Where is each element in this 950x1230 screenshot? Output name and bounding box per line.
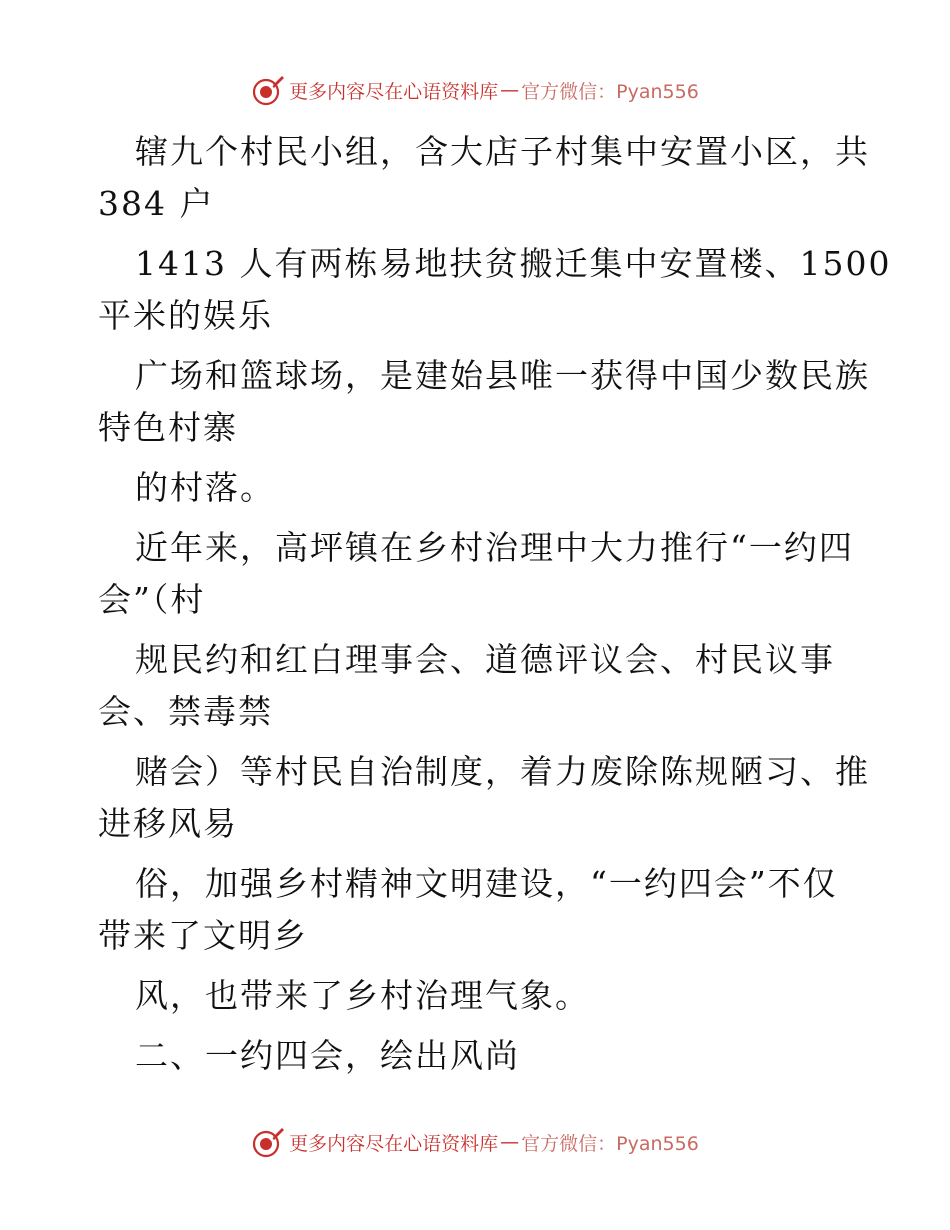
banner-wechat-text: 官方微信：Pyan556 bbox=[521, 1132, 699, 1155]
banner-wechat-text: 官方微信：Pyan556 bbox=[521, 80, 699, 103]
text-line: 辖九个村民小组，含大店子村集中安置小区，共 bbox=[135, 132, 870, 171]
banner-site-text: 更多内容尽在心语资料库 bbox=[289, 80, 499, 103]
banner-site-text: 更多内容尽在心语资料库 bbox=[289, 1132, 499, 1155]
banner-separator: — bbox=[500, 1131, 520, 1153]
text-line: 风，也带来了乡村治理气象。 bbox=[135, 976, 590, 1015]
text-line: 赌会）等村民自治制度，着力废除陈规陋习、推 bbox=[135, 752, 870, 791]
quill-seal-logo-icon bbox=[251, 73, 285, 107]
section-heading: 二、一约四会，绘出风尚 bbox=[135, 1036, 520, 1075]
text-line: 会”（村 bbox=[98, 580, 206, 619]
text-line: 带来了文明乡 bbox=[98, 916, 308, 955]
text-line: 近年来，高坪镇在乡村治理中大力推行“一约四 bbox=[135, 528, 854, 567]
text-line: 广场和篮球场，是建始县唯一获得中国少数民族 bbox=[135, 356, 870, 395]
text-line: 384 户 bbox=[98, 184, 215, 223]
body-text bbox=[98, 122, 892, 1086]
quill-seal-logo-icon bbox=[251, 1125, 285, 1159]
header-banner[interactable] bbox=[0, 70, 950, 110]
text-line: 特色村寨 bbox=[98, 408, 238, 447]
text-line: 1413 人有两栋易地扶贫搬迁集中安置楼、1500 bbox=[135, 244, 892, 283]
text-line: 的村落。 bbox=[135, 468, 275, 507]
text-line: 进移风易 bbox=[98, 804, 238, 843]
banner-separator: — bbox=[500, 79, 520, 101]
text-line: 俗，加强乡村精神文明建设，“一约四会”不仅 bbox=[135, 864, 838, 903]
text-line: 平米的娱乐 bbox=[98, 296, 273, 335]
text-line: 会、禁毒禁 bbox=[98, 692, 273, 731]
text-line: 规民约和红白理事会、道德评议会、村民议事 bbox=[135, 640, 835, 679]
footer-banner[interactable] bbox=[0, 1122, 950, 1162]
